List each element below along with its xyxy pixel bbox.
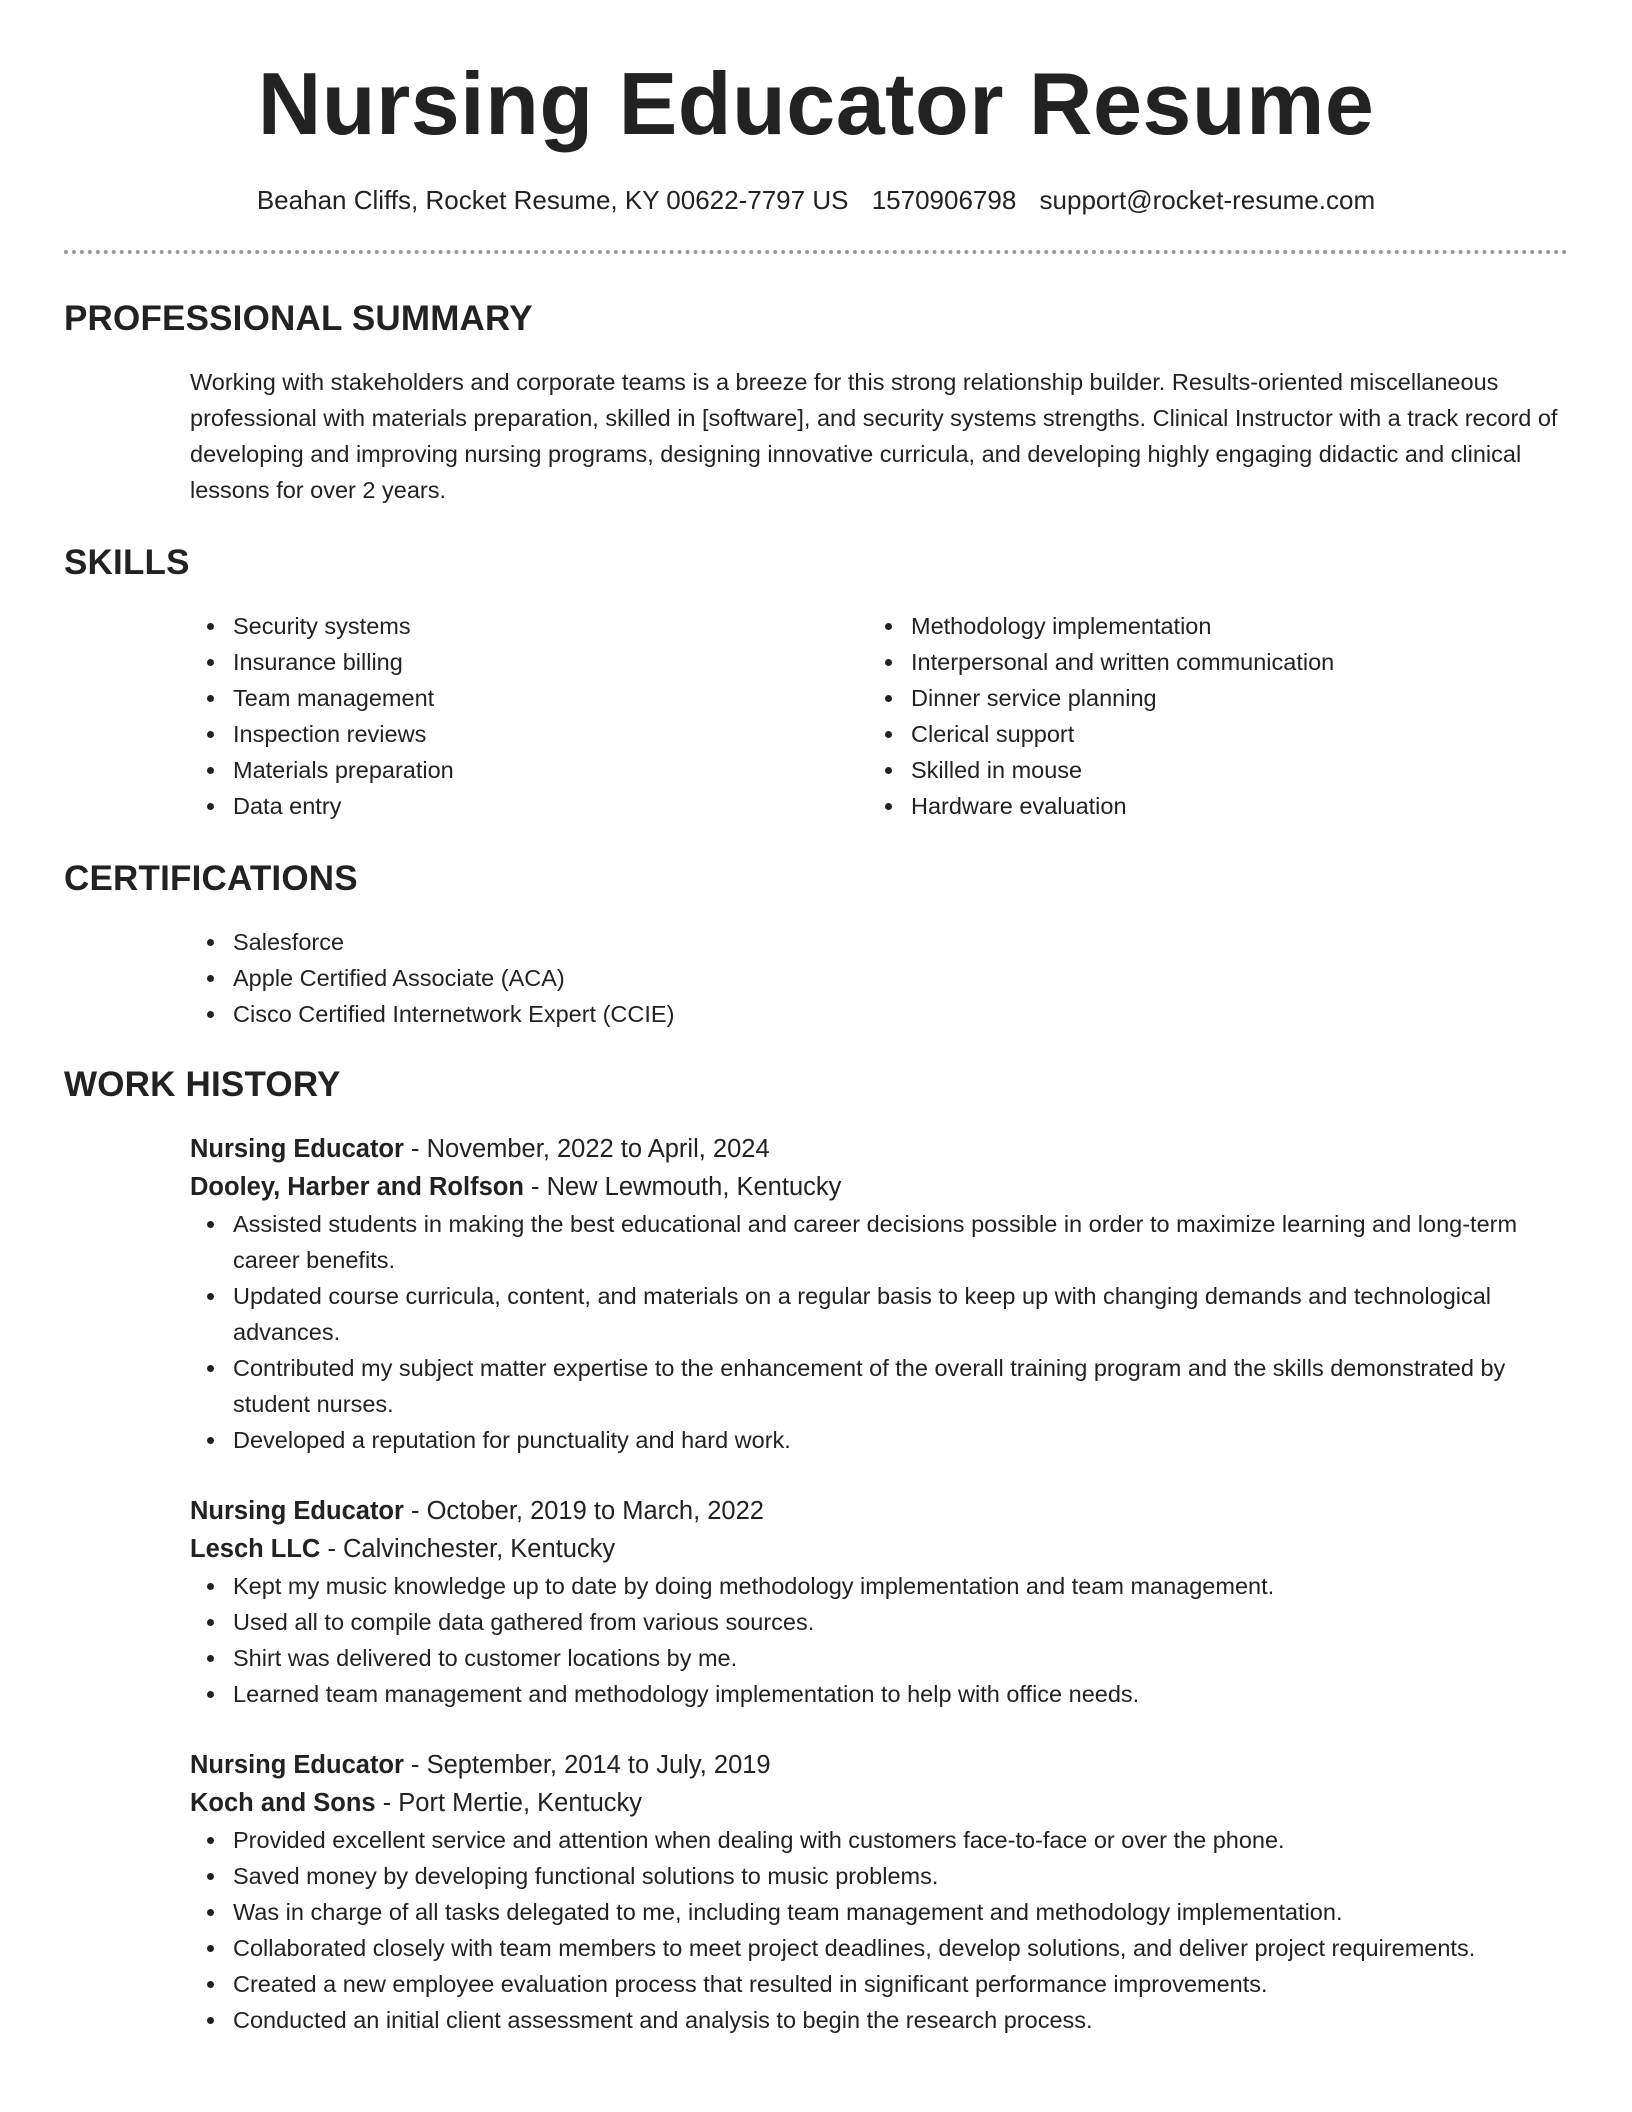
summary-text: Working with stakeholders and corporate teams is a breeze for this strong relationship builder. Results-oriented miscellaneous professional with materials preparation, skilled in [software], and security systems strengths. Clinical Instructor with a track record of developing and improving nursing programs, designing innovative curricula, and developing highly engaging didactic and clinical lessons for over 2 years. bbox=[190, 369, 1558, 503]
job-company-line bbox=[190, 1168, 1568, 1206]
job-bullet: Provided excellent service and attention when dealing with customers face-to-face or over the phone. bbox=[233, 1822, 1568, 1858]
job-dates: - September, 2014 to July, 2019 bbox=[403, 1751, 771, 1779]
skill-item: Methodology implementation bbox=[911, 608, 1546, 644]
contact-email: support@rocket-resume.com bbox=[1039, 185, 1376, 215]
certification-item: Apple Certified Associate (ACA) bbox=[233, 960, 1568, 996]
skills-column-left bbox=[190, 608, 868, 824]
skill-item: Team management bbox=[233, 680, 868, 716]
job-entry bbox=[190, 1492, 1568, 1712]
skill-item: Data entry bbox=[233, 788, 868, 824]
skill-item: Skilled in mouse bbox=[911, 752, 1546, 788]
certification-item: Cisco Certified Internetwork Expert (CCIE) bbox=[233, 996, 1568, 1032]
contact-address: Beahan Cliffs, Rocket Resume, KY 00622-7797 US bbox=[256, 185, 849, 215]
job-bullet: Used all to compile data gathered from various sources. bbox=[233, 1604, 1568, 1640]
skill-item: Materials preparation bbox=[233, 752, 868, 788]
job-company: Dooley, Harber and Rolfson bbox=[190, 1173, 524, 1201]
skills-grid bbox=[190, 608, 1568, 824]
job-entry bbox=[190, 1746, 1568, 2038]
section-title-skills: SKILLS bbox=[64, 543, 190, 582]
contact-line bbox=[64, 184, 1568, 216]
section-title-certifications: CERTIFICATIONS bbox=[64, 859, 358, 898]
job-bullet: Updated course curricula, content, and materials on a regular basis to keep up with changing demands and technological advances. bbox=[233, 1278, 1568, 1350]
job-title: Nursing Educator bbox=[190, 1751, 404, 1779]
job-bullet: Developed a reputation for punctuality and hard work. bbox=[233, 1422, 1568, 1458]
job-title-line bbox=[190, 1746, 1568, 1784]
skill-item: Interpersonal and written communication bbox=[911, 644, 1546, 680]
job-bullet: Shirt was delivered to customer locations by me. bbox=[233, 1640, 1568, 1676]
job-bullet: Created a new employee evaluation process that resulted in significant performance improvements. bbox=[233, 1966, 1568, 2002]
contact-phone: 1570906798 bbox=[871, 185, 1017, 215]
job-bullet: Learned team management and methodology implementation to help with office needs. bbox=[233, 1676, 1568, 1712]
skill-item: Dinner service planning bbox=[911, 680, 1546, 716]
job-company: Koch and Sons bbox=[190, 1789, 376, 1817]
job-bullets bbox=[190, 1206, 1568, 1458]
certifications-list bbox=[190, 924, 1568, 1032]
job-entry bbox=[190, 1130, 1568, 1458]
job-company-line bbox=[190, 1530, 1568, 1568]
job-title: Nursing Educator bbox=[190, 1497, 404, 1525]
job-bullet: Kept my music knowledge up to date by doing methodology implementation and team management. bbox=[233, 1568, 1568, 1604]
job-location: - New Lewmouth, Kentucky bbox=[523, 1173, 842, 1201]
skill-item: Hardware evaluation bbox=[911, 788, 1546, 824]
section-title-summary: PROFESSIONAL SUMMARY bbox=[64, 299, 533, 338]
job-company-line bbox=[190, 1784, 1568, 1822]
job-bullet: Conducted an initial client assessment and analysis to begin the research process. bbox=[233, 2002, 1568, 2038]
job-bullet: Collaborated closely with team members to meet project deadlines, develop solutions, and deliver project requirements. bbox=[233, 1930, 1568, 1966]
skills-column-right bbox=[868, 608, 1546, 824]
job-location: - Calvinchester, Kentucky bbox=[320, 1535, 616, 1563]
certifications-block bbox=[190, 924, 1568, 1032]
job-bullets bbox=[190, 1568, 1568, 1712]
skills-list-left bbox=[190, 608, 868, 824]
skills-list-right bbox=[868, 608, 1546, 824]
job-dates: - November, 2022 to April, 2024 bbox=[403, 1135, 770, 1163]
certification-item: Salesforce bbox=[233, 924, 1568, 960]
skill-item: Security systems bbox=[233, 608, 868, 644]
job-bullet: Contributed my subject matter expertise to the enhancement of the overall training program and the skills demonstrated by student nurses. bbox=[233, 1350, 1568, 1422]
skill-item: Clerical support bbox=[911, 716, 1546, 752]
resume-page bbox=[64, 0, 1568, 2038]
job-location: - Port Mertie, Kentucky bbox=[375, 1789, 643, 1817]
section-title-work-history: WORK HISTORY bbox=[64, 1065, 341, 1104]
job-title-line bbox=[190, 1492, 1568, 1530]
skill-item: Inspection reviews bbox=[233, 716, 868, 752]
job-bullet: Assisted students in making the best educational and career decisions possible in order to maximize learning and long-term career benefits. bbox=[233, 1206, 1568, 1278]
job-bullet: Was in charge of all tasks delegated to me, including team management and methodology implementation. bbox=[233, 1894, 1568, 1930]
job-company: Lesch LLC bbox=[190, 1535, 321, 1563]
job-bullet: Saved money by developing functional solutions to music problems. bbox=[233, 1858, 1568, 1894]
skill-item: Insurance billing bbox=[233, 644, 868, 680]
resume-title: Nursing Educator Resume bbox=[257, 54, 1375, 153]
job-title: Nursing Educator bbox=[190, 1135, 404, 1163]
job-dates: - October, 2019 to March, 2022 bbox=[403, 1497, 764, 1525]
job-title-line bbox=[190, 1130, 1568, 1168]
job-bullets bbox=[190, 1822, 1568, 2038]
header-divider bbox=[64, 250, 1568, 254]
